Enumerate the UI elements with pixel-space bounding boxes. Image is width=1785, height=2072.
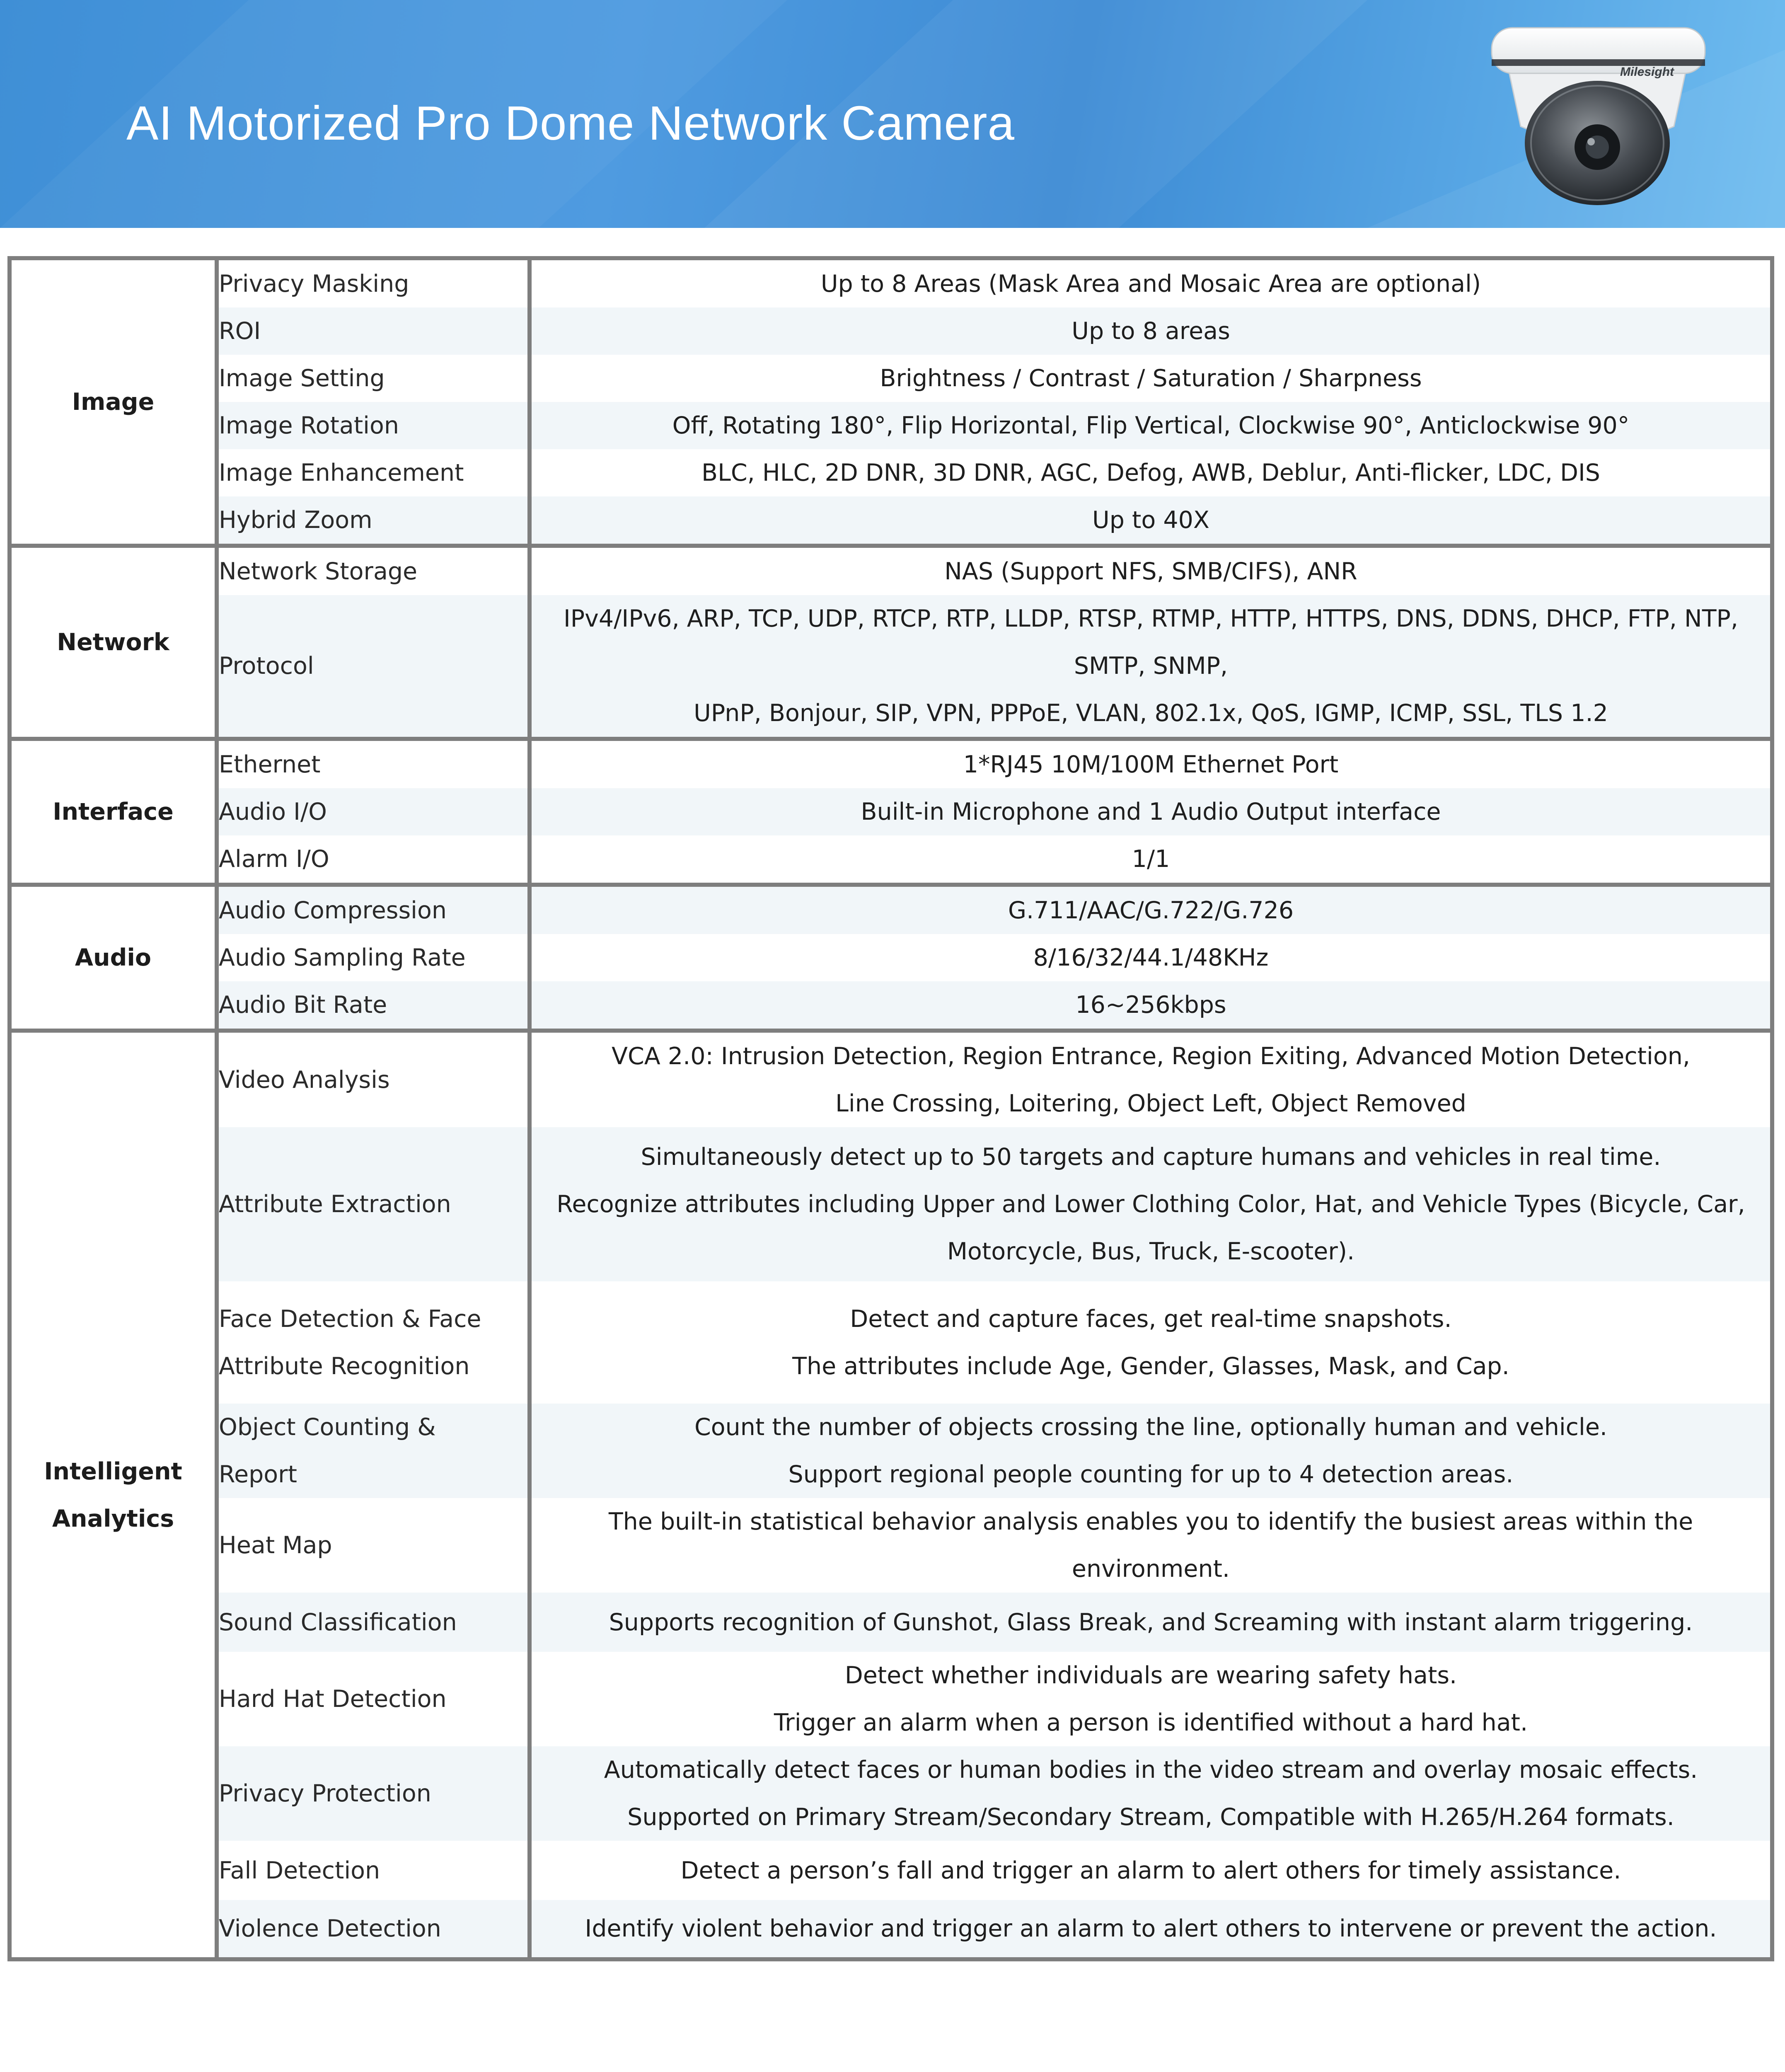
spec-label: Audio Compression [217, 885, 530, 934]
spec-table-body [10, 258, 1772, 1959]
spec-label-line: Object Counting & [219, 1414, 436, 1441]
table-row [10, 1127, 1772, 1281]
category-line: Analytics [52, 1505, 174, 1532]
table-row [10, 1404, 1772, 1498]
spec-label: Audio Bit Rate [217, 981, 530, 1031]
spec-value [530, 595, 1772, 739]
table-row [10, 1281, 1772, 1404]
spec-label: Heat Map [217, 1498, 530, 1593]
spec-label: Protocol [217, 595, 530, 739]
spec-label: Image Enhancement [217, 449, 530, 496]
table-row [10, 449, 1772, 496]
spec-value [530, 1127, 1772, 1281]
category-image: Image [10, 258, 217, 546]
spec-label-line: Report [219, 1461, 297, 1488]
spec-value: Off, Rotating 180°, Flip Horizontal, Flip Vertical, Clockwise 90°, Anticlockwise 90° [530, 402, 1772, 449]
table-row [10, 1593, 1772, 1652]
spec-value [530, 1746, 1772, 1841]
spec-label: Hybrid Zoom [217, 496, 530, 546]
table-row [10, 402, 1772, 449]
table-row [10, 1498, 1772, 1593]
spec-value [530, 1281, 1772, 1404]
table-row [10, 355, 1772, 402]
spec-label: Hard Hat Detection [217, 1652, 530, 1746]
spec-value-line: Motorcycle, Bus, Truck, E-scooter). [947, 1238, 1355, 1265]
spec-label: Privacy Protection [217, 1746, 530, 1841]
spec-label: Alarm I/O [217, 835, 530, 885]
spec-label: Audio Sampling Rate [217, 934, 530, 981]
spec-label: Video Analysis [217, 1031, 530, 1127]
spec-value-line: Supported on Primary Stream/Secondary Stream, Compatible with H.265/H.264 formats. [627, 1803, 1674, 1831]
category-intelligent-analytics [10, 1031, 217, 1959]
spec-label-line: Attribute Recognition [219, 1352, 470, 1380]
table-row [10, 1652, 1772, 1746]
spec-value: Detect a person’s fall and trigger an alarm to alert others for timely assistance. [680, 1857, 1621, 1884]
spec-value: Built-in Microphone and 1 Audio Output interface [530, 788, 1772, 835]
table-row [10, 496, 1772, 546]
category-audio: Audio [10, 885, 217, 1031]
spec-value: Up to 8 Areas (Mask Area and Mosaic Area are optional) [530, 258, 1772, 307]
spec-value: G.711/AAC/G.722/G.726 [530, 885, 1772, 934]
spec-value-line: Recognize attributes including Upper and Lower Clothing Color, Hat, and Vehicle Types (Bicycle, Car, [556, 1191, 1745, 1218]
spec-value: 8/16/32/44.1/48KHz [1033, 944, 1269, 971]
spec-label: Audio I/O [217, 788, 530, 835]
spec-value: Brightness / Contrast / Saturation / Sharpness [880, 365, 1422, 392]
table-row [10, 739, 1772, 788]
spec-value-line: Automatically detect faces or human bodies in the video stream and overlay mosaic effects. [604, 1756, 1698, 1784]
spec-value [530, 1031, 1772, 1127]
dome-camera-image [1479, 23, 1720, 209]
table-row [10, 595, 1772, 739]
spec-value: Supports recognition of Gunshot, Glass Break, and Screaming with instant alarm triggering. [530, 1593, 1772, 1652]
spec-label [217, 1404, 530, 1498]
spec-value-line: Line Crossing, Loitering, Object Left, Object Removed [835, 1090, 1466, 1117]
table-row [10, 788, 1772, 835]
spec-value: NAS (Support NFS, SMB/CIFS), ANR [530, 546, 1772, 595]
table-row [10, 546, 1772, 595]
spec-value-line: Trigger an alarm when a person is identified without a hard hat. [774, 1709, 1528, 1736]
category-line: Intelligent [44, 1457, 182, 1485]
spec-value-line: Simultaneously detect up to 50 targets and capture humans and vehicles in real time. [641, 1143, 1661, 1171]
category-interface: Interface [10, 739, 217, 885]
category-network: Network [10, 546, 217, 739]
spec-label: Network Storage [217, 546, 530, 595]
spec-label: Fall Detection [217, 1841, 530, 1900]
spec-label: Violence Detection [217, 1900, 530, 1959]
table-row [10, 307, 1772, 355]
spec-value: Up to 40X [530, 496, 1772, 546]
spec-value: 1/1 [1132, 845, 1170, 873]
spec-label [217, 1281, 530, 1404]
spec-value-line: Detect and capture faces, get real-time snapshots. [850, 1305, 1452, 1333]
spec-value [530, 1652, 1772, 1746]
spec-value-line: The attributes include Age, Gender, Glasses, Mask, and Cap. [792, 1352, 1509, 1380]
spec-value: The built-in statistical behavior analysis enables you to identify the busiest areas within the environment. [608, 1508, 1693, 1583]
spec-value-line: Count the number of objects crossing the line, optionally human and vehicle. [694, 1414, 1608, 1441]
spec-value-line: Detect whether individuals are wearing safety hats. [844, 1662, 1457, 1689]
table-row [10, 1900, 1772, 1959]
spec-value-line: UPnP, Bonjour, SIP, VPN, PPPoE, VLAN, 802.1x, QoS, IGMP, ICMP, SSL, TLS 1.2 [694, 700, 1608, 727]
spec-label: Privacy Masking [217, 258, 530, 307]
spec-value: 1*RJ45 10M/100M Ethernet Port [530, 739, 1772, 788]
spec-label: ROI [217, 307, 530, 355]
table-row [10, 258, 1772, 307]
spec-value: 16~256kbps [530, 981, 1772, 1031]
spec-label: Sound Classification [217, 1593, 530, 1652]
table-row [10, 981, 1772, 1031]
spec-value: BLC, HLC, 2D DNR, 3D DNR, AGC, Defog, AWB, Deblur, Anti-flicker, LDC, DIS [701, 459, 1600, 487]
spec-value [530, 1404, 1772, 1498]
page-title: AI Motorized Pro Dome Network Camera [126, 96, 1015, 150]
spec-table [7, 256, 1774, 1961]
spec-value-line: Support regional people counting for up to 4 detection areas. [788, 1461, 1514, 1488]
spec-label: Attribute Extraction [217, 1127, 530, 1281]
spec-value: Up to 8 areas [530, 307, 1772, 355]
table-row [10, 1841, 1772, 1900]
table-row [10, 1031, 1772, 1127]
spec-value-line: IPv4/IPv6, ARP, TCP, UDP, RTCP, RTP, LLDP, RTSP, RTMP, HTTP, HTTPS, DNS, DDNS, DHCP, FTP, NTP, SMTP, SNMP, [564, 605, 1738, 680]
camera-brand-label: Milesight [1620, 65, 1674, 79]
spec-label: Ethernet [217, 739, 530, 788]
table-row [10, 835, 1772, 885]
table-row [10, 885, 1772, 934]
spec-value: Identify violent behavior and trigger an alarm to alert others to intervene or prevent the action. [530, 1900, 1772, 1959]
table-row [10, 1746, 1772, 1841]
table-row [10, 934, 1772, 981]
spec-value-line: VCA 2.0: Intrusion Detection, Region Entrance, Region Exiting, Advanced Motion Detection, [612, 1043, 1690, 1070]
spec-label: Image Rotation [217, 402, 530, 449]
spec-label-line: Face Detection & Face [219, 1305, 481, 1333]
spec-label: Image Setting [217, 355, 530, 402]
header-banner [0, 0, 1785, 228]
